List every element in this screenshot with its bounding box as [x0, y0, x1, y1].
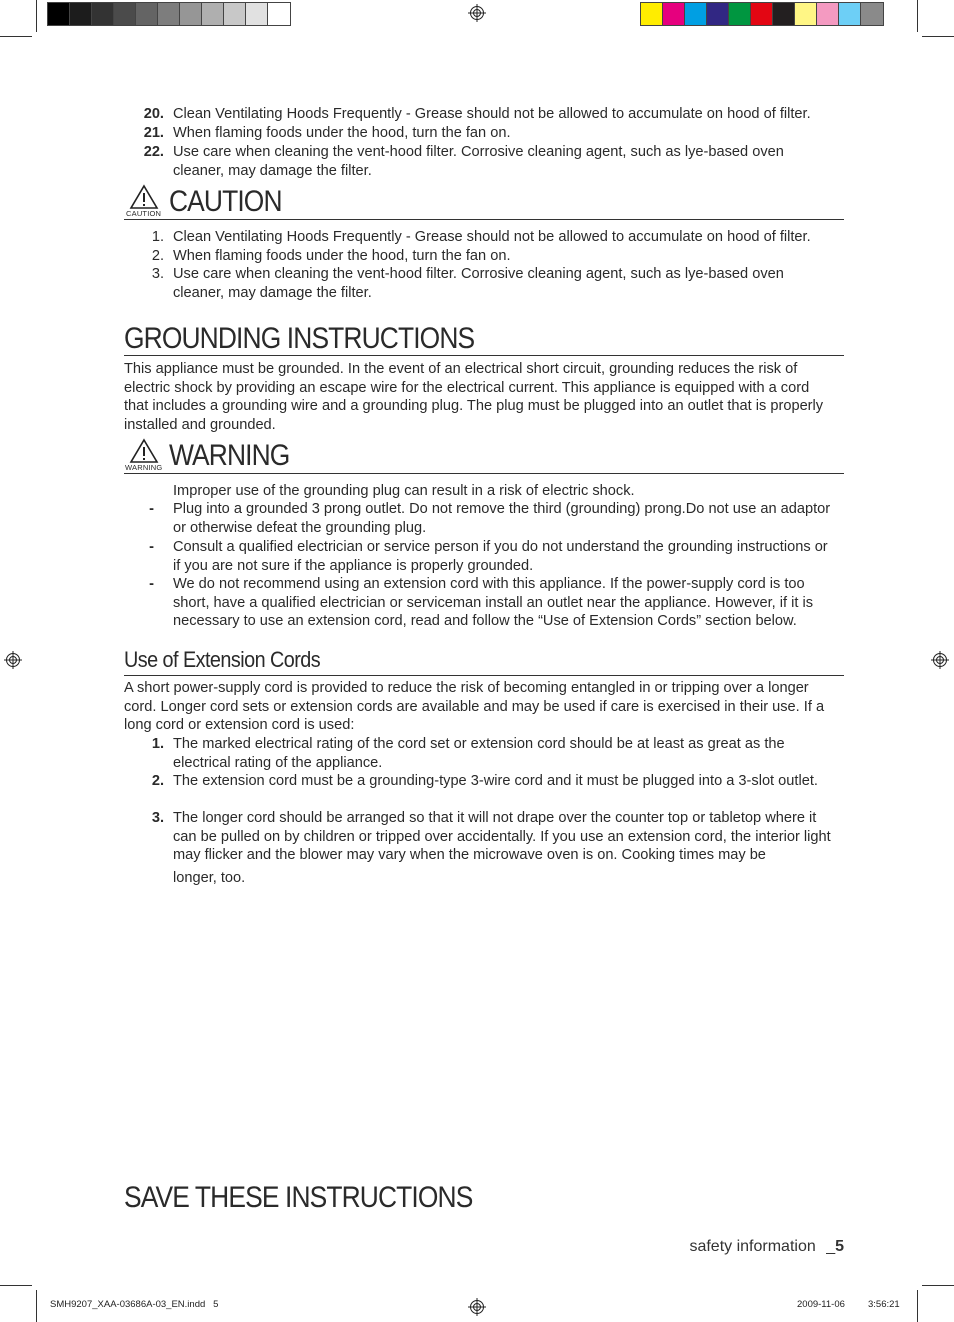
- save-instructions-title: SAVE THESE INSTRUCTIONS: [124, 1181, 473, 1214]
- item-text: Use care when cleaning the vent-hood filter. Corrosive cleaning agent, such as lye-based oven cleaner, may damage the filter.: [173, 144, 784, 179]
- registration-mark-icon: [4, 651, 22, 669]
- item-text: The extension cord must be a grounding-type 3-wire cord and it must be plugged into a 3-slot outlet.: [173, 773, 818, 789]
- item-number: 21.: [143, 125, 164, 141]
- warning-list: [124, 482, 844, 632]
- extension-list: [124, 735, 844, 895]
- color-swatch: [817, 3, 839, 25]
- item-number: 2.: [151, 773, 164, 789]
- color-swatch: [641, 3, 663, 25]
- item-number: 3.: [151, 810, 164, 826]
- color-swatch: [839, 3, 861, 25]
- color-swatch: [48, 3, 70, 25]
- grounding-paragraph: This appliance must be grounded. In the event of an electrical short circuit, grounding reduces the risk of electric shock by providing an escape wire for the electrical current. This appliance is equipped with a cord that includes a grounding wire and a grounding plug. The plug must be plugged into an outlet that is properly installed and grounded.: [124, 361, 824, 433]
- registration-mark-icon: [468, 4, 486, 22]
- warning-triangle-icon: [124, 438, 164, 464]
- extension-title: Use of Extension Cords: [124, 647, 321, 672]
- warning-icon-label: WARNING: [125, 463, 163, 472]
- crop-mark: [917, 1290, 918, 1322]
- item-number: 1.: [151, 736, 164, 752]
- color-swatch: [773, 3, 795, 25]
- caution-icon-label: CAUTION: [126, 209, 162, 218]
- color-swatch: [158, 3, 180, 25]
- bullet-dash: -: [149, 539, 154, 555]
- color-swatch: [202, 3, 224, 25]
- color-swatch: [685, 3, 707, 25]
- registration-mark-icon: [931, 651, 949, 669]
- footer-section: safety information: [689, 1238, 816, 1255]
- color-swatch: [751, 3, 773, 25]
- color-swatch: [92, 3, 114, 25]
- item-text: Clean Ventilating Hoods Frequently - Grease should not be allowed to accumulate on hood of filter.: [173, 229, 811, 245]
- caution-title: CAUTION: [169, 185, 282, 218]
- warning-rule: [124, 473, 844, 474]
- color-swatch-bar: [640, 2, 884, 26]
- item-text: Use care when cleaning the vent-hood filter. Corrosive cleaning agent, such as lye-based oven cleaner, may damage the filter.: [173, 266, 784, 301]
- crop-mark: [922, 36, 954, 37]
- warning-intro: Improper use of the grounding plug can result in a risk of electric shock.: [173, 483, 635, 499]
- bullet-dash: -: [149, 576, 154, 592]
- item-text: When flaming foods under the hood, turn the fan on.: [173, 125, 511, 141]
- item-number: 2.: [151, 248, 164, 264]
- crop-mark: [917, 0, 918, 32]
- caution-rule: [124, 219, 844, 220]
- file-info: SMH9207_XAA-03686A-03_EN.indd 5: [50, 1299, 219, 1310]
- color-swatch: [861, 3, 883, 25]
- caution-icon: [124, 184, 164, 220]
- grayscale-swatch-bar: [47, 2, 291, 26]
- print-time: 3:56:21: [868, 1299, 900, 1310]
- registration-mark-icon: [468, 1298, 486, 1316]
- caution-list: [124, 228, 844, 304]
- item-text: Clean Ventilating Hoods Frequently - Grease should not be allowed to accumulate on hood of filter.: [173, 106, 811, 122]
- item-text: Plug into a grounded 3 prong outlet. Do not remove the third (grounding) prong.Do not use an adaptor or otherwise defeat the grounding plug.: [173, 501, 831, 536]
- color-swatch: [136, 3, 158, 25]
- color-swatch: [663, 3, 685, 25]
- item-number: 20.: [143, 106, 164, 122]
- item-text: The longer cord should be arranged so that it will not drape over the counter top or tabletop where it can be pulled on by children or tripped over accidentally. If you use an extension cord, the interior light may flicker and the blower may vary when the microwave oven is on. Cooking times may be: [173, 810, 831, 864]
- item-number: 3.: [151, 266, 164, 282]
- print-date: 2009-11-06: [797, 1299, 845, 1310]
- extension-paragraph: A short power-supply cord is provided to reduce the risk of becoming entangled in or tripping over a longer cord. Longer cord sets or extension cords are available and may be used if care is exercised in their use. If a long cord or extension cord is used:: [124, 680, 825, 734]
- warning-icon: [124, 438, 164, 474]
- page-footer: [600, 1238, 844, 1256]
- item-text: The marked electrical rating of the cord set or extension cord should be at least as great as the electrical rating of the appliance.: [173, 736, 785, 771]
- crop-mark: [36, 1290, 37, 1322]
- page-number: 5: [835, 1238, 844, 1255]
- color-swatch: [795, 3, 817, 25]
- grounding-title: GROUNDING INSTRUCTIONS: [124, 322, 475, 355]
- item-text: Consult a qualified electrician or service person if you do not understand the grounding instructions or if you are not sure if the appliance is properly grounded.: [173, 539, 828, 574]
- top-list: [124, 105, 844, 181]
- extension-rule: [124, 675, 844, 676]
- crop-mark: [36, 0, 37, 32]
- item-text: longer, too.: [173, 870, 246, 886]
- crop-mark: [922, 1285, 954, 1286]
- crop-mark: [0, 36, 32, 37]
- color-swatch: [114, 3, 136, 25]
- color-swatch: [246, 3, 268, 25]
- bullet-dash: -: [149, 501, 154, 517]
- color-swatch: [729, 3, 751, 25]
- color-swatch: [707, 3, 729, 25]
- warning-title: WARNING: [169, 439, 290, 472]
- color-swatch: [268, 3, 290, 25]
- footer-page-prefix: _: [826, 1238, 836, 1255]
- crop-mark: [0, 1285, 32, 1286]
- item-number: 22.: [143, 144, 164, 160]
- color-swatch: [70, 3, 92, 25]
- grounding-rule: [124, 355, 844, 356]
- item-text: When flaming foods under the hood, turn the fan on.: [173, 248, 511, 264]
- item-text: We do not recommend using an extension cord with this appliance. If the power-supply cord is too short, have a qualified electrician or serviceman install an outlet near the appliance. However, if it is necessary to use an extension cord, read and follow the “Use of Extension Cords” section below.: [173, 576, 814, 630]
- item-number: 1.: [151, 229, 164, 245]
- color-swatch: [224, 3, 246, 25]
- warning-triangle-icon: [124, 184, 164, 210]
- color-swatch: [180, 3, 202, 25]
